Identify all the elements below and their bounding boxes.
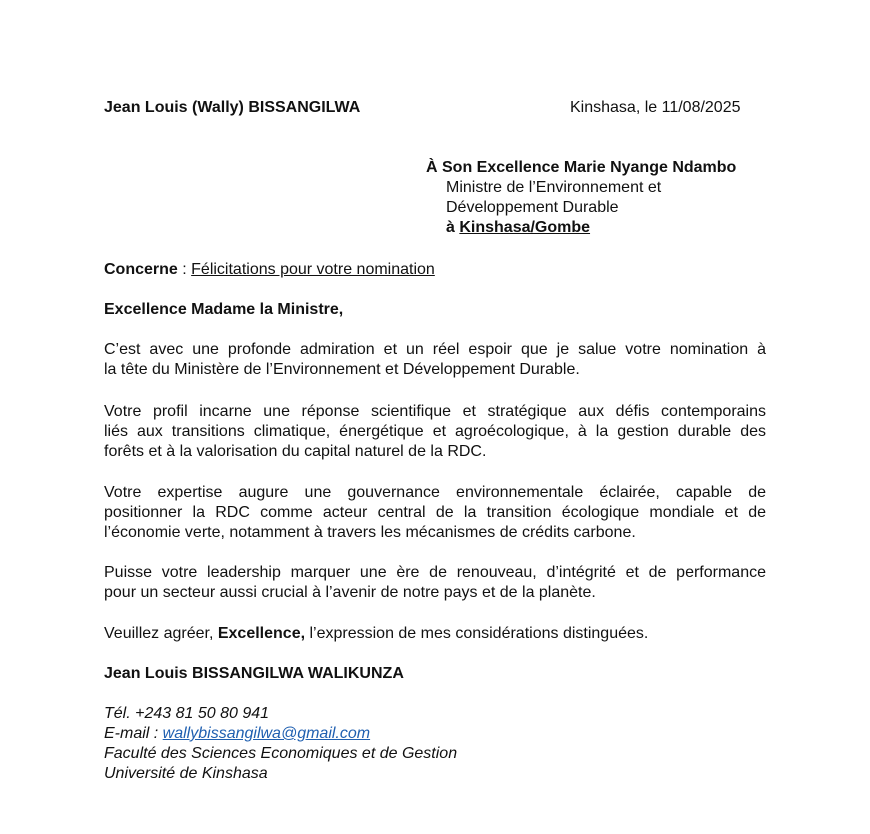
paragraph-4 xyxy=(104,563,766,603)
email-label: E-mail : xyxy=(104,725,163,742)
recipient-block xyxy=(426,158,768,238)
paragraph-1 xyxy=(104,340,766,380)
recipient-place-name: Kinshasa/Gombe xyxy=(459,219,591,236)
paragraph-line: Votre expertise augure une gouvernance environnementale éclairée, capable de xyxy=(104,484,766,501)
recipient-place xyxy=(446,218,768,238)
recipient-title-line2: Développement Durable xyxy=(446,199,619,216)
paragraph-line: Puisse votre leadership marquer une ère de renouveau, d’intégrité et de performance xyxy=(104,564,766,581)
paragraph-line: la tête du Ministère de l’Environnement et Développement Durable. xyxy=(104,361,580,378)
paragraph-3 xyxy=(104,483,766,543)
signature-name: Jean Louis BISSANGILWA WALIKUNZA xyxy=(104,665,404,682)
closing-before: Veuillez agréer, xyxy=(104,625,218,642)
subject-text: Félicitations pour votre nomination xyxy=(191,261,435,278)
paragraph-line: liés aux transitions climatique, énergétique et agroécologique, à la gestion durable des xyxy=(104,423,766,440)
closing-emphasis: Excellence, xyxy=(217,625,306,642)
paragraph-line: C’est avec une profonde admiration et un réel espoir que je salue votre nomination à xyxy=(104,341,766,358)
recipient-title-line1: Ministre de l’Environnement et xyxy=(446,179,662,196)
subject-label: Concerne xyxy=(104,261,178,278)
email-link[interactable]: wallybissangilwa@gmail.com xyxy=(162,725,371,742)
paragraph-2 xyxy=(104,402,766,462)
closing-line xyxy=(104,624,648,644)
contact-email-line xyxy=(104,724,457,744)
place-date: Kinshasa, le 11/08/2025 xyxy=(570,99,741,116)
recipient-place-prefix: à xyxy=(446,219,460,236)
contact-block xyxy=(104,704,457,784)
contact-university: Université de Kinshasa xyxy=(104,765,268,782)
paragraph-line: forêts et à la valorisation du capital naturel de la RDC. xyxy=(104,443,487,460)
paragraph-line: pour un secteur aussi crucial à l’avenir de notre pays et de la planète. xyxy=(104,584,596,601)
recipient-name: À Son Excellence Marie Nyange Ndambo xyxy=(426,159,737,176)
contact-phone: Tél. +243 81 50 80 941 xyxy=(104,705,270,722)
salutation: Excellence Madame la Ministre, xyxy=(104,301,344,318)
paragraph-line: positionner la RDC comme acteur central de la transition écologique mondiale et de xyxy=(104,504,766,521)
paragraph-line: Votre profil incarne une réponse scientifique et stratégique aux défis contemporains xyxy=(104,403,766,420)
closing-after: l’expression de mes considérations distinguées. xyxy=(305,625,649,642)
contact-faculty: Faculté des Sciences Economiques et de Gestion xyxy=(104,745,458,762)
subject-line xyxy=(104,260,435,280)
sender-name: Jean Louis (Wally) BISSANGILWA xyxy=(104,99,361,116)
subject-separator: : xyxy=(177,261,192,278)
paragraph-line: l’économie verte, notamment à travers les mécanismes de crédits carbone. xyxy=(104,524,636,541)
